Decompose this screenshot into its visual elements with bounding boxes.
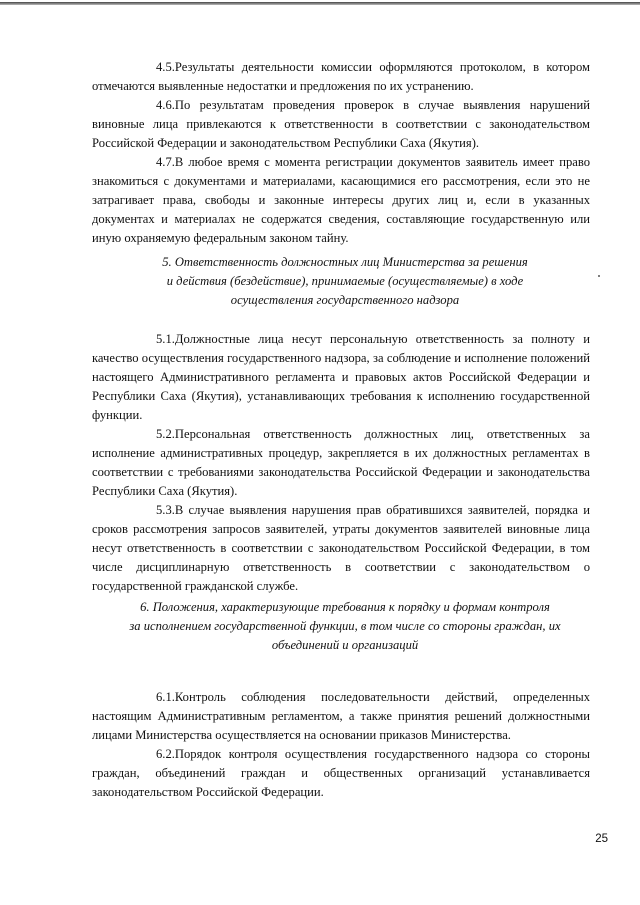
section-6-paragraphs	[92, 688, 590, 802]
paragraph-5-3: 5.3.В случае выявления нарушения прав обратившихся заявителей, порядка и сроков рассмотрения запросов заявителей, утраты документов заявителей виновные лица несут ответственность в соответствии с законодательством Российской Федерации, в том числе дисциплинарную ответственность в соответствии с законодательством о государственной гражданской службе.	[92, 503, 590, 593]
paragraph-4-6: 4.6.По результатам проведения проверок в случае выявления нарушений виновные лица привлекаются к ответственности в соответствии с законодательством Российской Федерации и законодательством Республики Саха (Якутия).	[92, 98, 590, 150]
paragraph-4-7: 4.7.В любое время с момента регистрации документов заявитель имеет право знакомиться с документами и материалами, касающимися его рассмотрения, если это не затрагивает права, свободы и законные интересы других лиц и, если в указанных документах и материалах не содержатся сведения, составляющие государственную или иную охраняемую федеральным законом тайну.	[92, 155, 590, 245]
section-5-heading: 5. Ответственность должностных лиц Министерства за решения и действия (бездействие), принимаемые (осуществляемые) в ходе осуществления государственного надзора	[162, 255, 528, 307]
paragraph-4-5: 4.5.Результаты деятельности комиссии оформляются протоколом, в котором отмечаются выявленные недостатки и предложения по их устранению.	[92, 60, 590, 93]
scan-speck	[598, 275, 600, 277]
page-number: 25	[595, 833, 608, 845]
section-4-paragraphs	[92, 58, 590, 248]
paragraph-6-1: 6.1.Контроль соблюдения последовательности действий, определенных настоящим Административным регламентом, а также принятия решений должностными лицами Министерства осуществляется на основании приказов Министерства.	[92, 690, 590, 742]
paragraph-6-2: 6.2.Порядок контроля осуществления государственного надзора со стороны граждан, объединений граждан и общественных организаций устанавливается законодательством Российской Федерации.	[92, 747, 590, 799]
section-6-heading: 6. Положения, характеризующие требования к порядку и формам контроля за исполнением государственной функции, в том числе со стороны граждан, их объединений и организаций	[129, 600, 561, 652]
paragraph-5-1: 5.1.Должностные лица несут персональную ответственность за полноту и качество осуществления государственного надзора, за соблюдение и исполнение положений настоящего Административного регламента и правовых актов Российской Федерации и Республики Саха (Якутия), устанавливающих требования к исполнению государственной функции.	[92, 332, 590, 422]
paragraph-5-2: 5.2.Персональная ответственность должностных лиц, ответственных за исполнение административных процедур, закрепляется в их должностных регламентах в соответствии с требованиями законодательства Российской Федерации и законодательства Республики Саха (Якутия).	[92, 427, 590, 498]
section-5-paragraphs	[92, 330, 590, 596]
scan-edge-line	[0, 2, 640, 5]
